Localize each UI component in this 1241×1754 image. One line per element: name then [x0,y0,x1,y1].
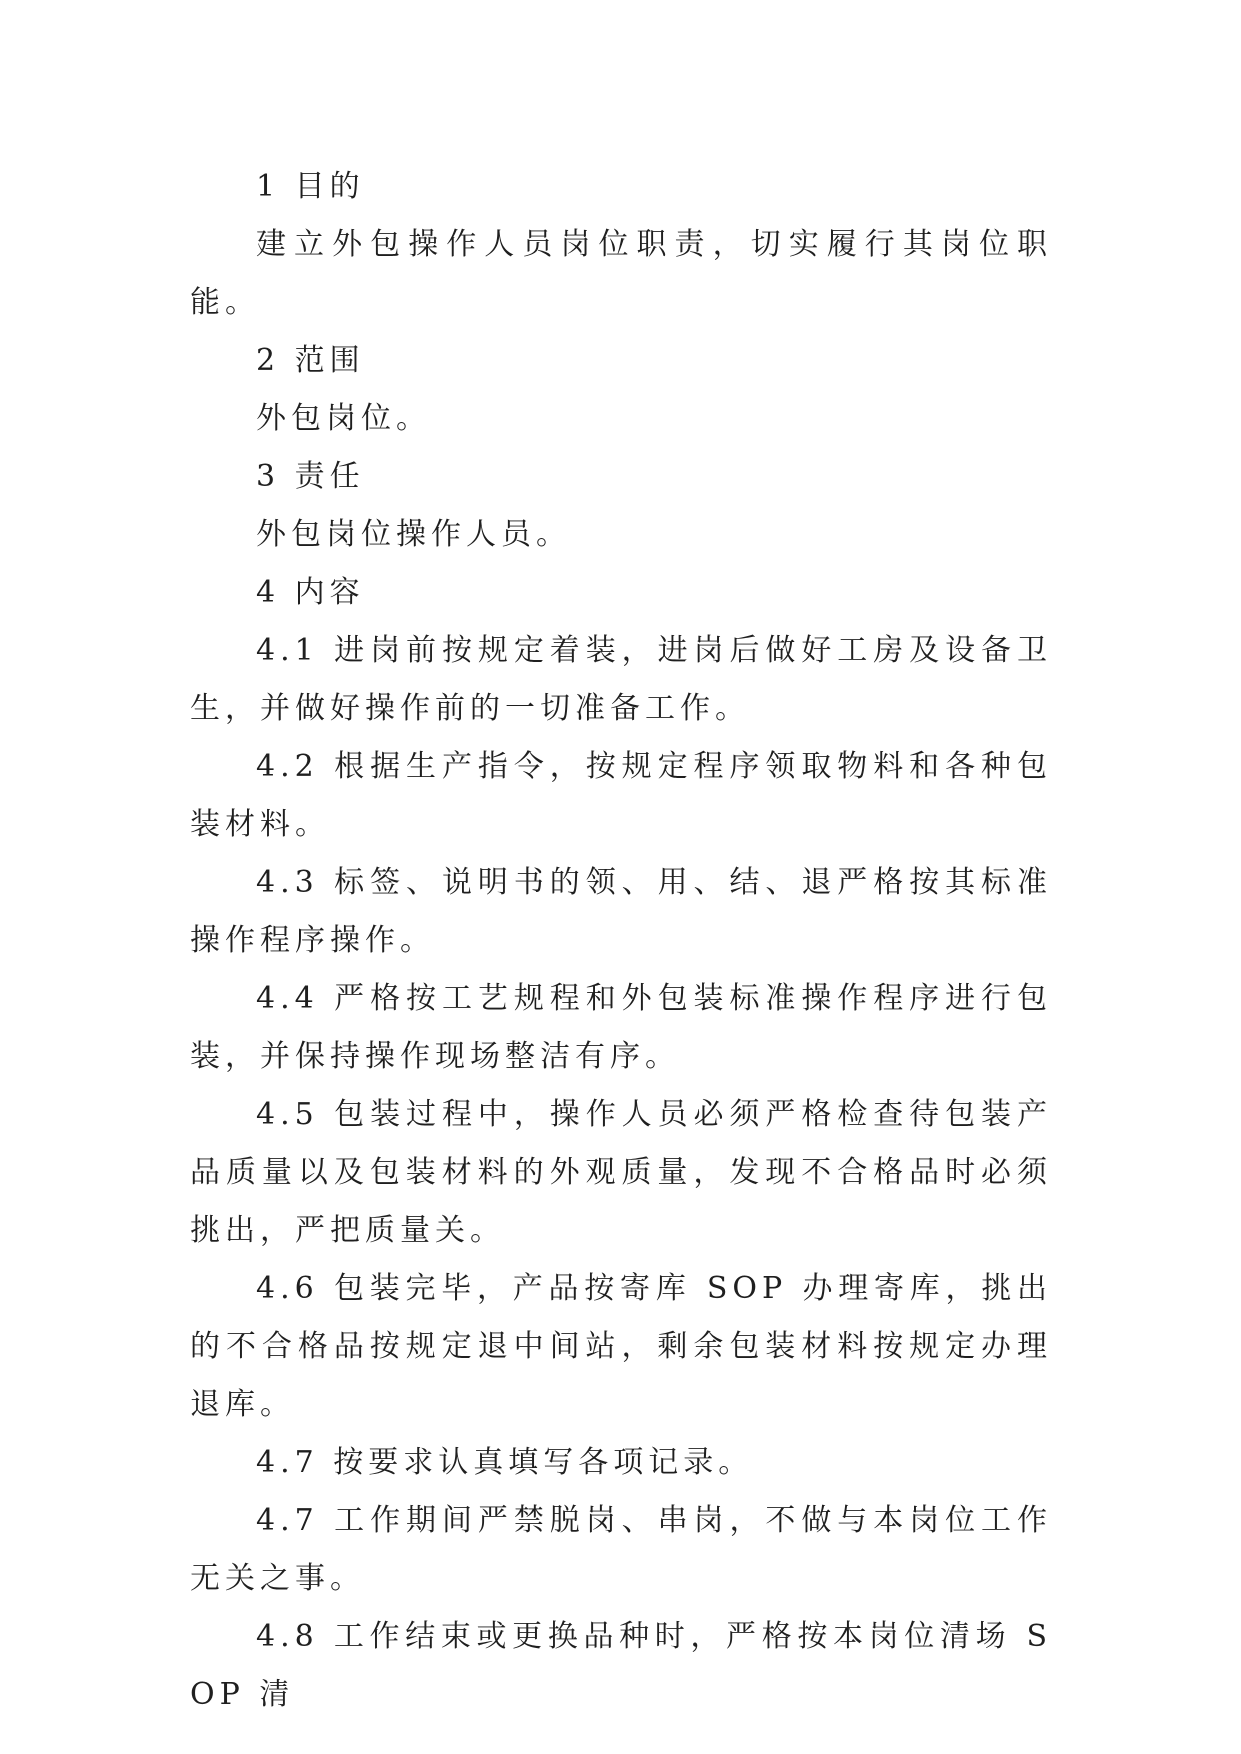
content-item: 4.5 包装过程中，操作人员必须严格检查待包装产品质量以及包装材料的外观质量，发现不合格品时必须挑出，严把质量关。 [190,1097,1052,1248]
section-heading-purpose: 1 目的 [256,169,365,204]
content-item: 4.7 按要求认真填写各项记录。 [256,1445,754,1480]
document-page [190,158,1052,1724]
content-item: 4.2 根据生产指令，按规定程序领取物料和各种包装材料。 [190,749,1052,842]
content-item: 4.1 进岗前按规定着装，进岗后做好工房及设备卫生，并做好操作前的一切准备工作。 [190,633,1052,726]
responsibility-text: 外包岗位操作人员。 [256,517,571,552]
content-item: 4.6 包装完毕，产品按寄库 SOP 办理寄库，挑出的不合格品按规定退中间站，剩余包装材料按规定办理退库。 [190,1271,1052,1422]
section-heading-scope: 2 范围 [256,343,365,378]
content-item: 4.3 标签、说明书的领、用、结、退严格按其标准操作程序操作。 [190,865,1052,958]
content-item: 4.8 工作结束或更换品种时，严格按本岗位清场 SOP 清 [190,1619,1052,1712]
scope-text: 外包岗位。 [256,401,431,436]
section-heading-content: 4 内容 [256,575,365,610]
content-item: 4.4 严格按工艺规程和外包装标准操作程序进行包装，并保持操作现场整洁有序。 [190,981,1052,1074]
purpose-text: 建立外包操作人员岗位职责，切实履行其岗位职能。 [190,227,1052,320]
section-heading-responsibility: 3 责任 [256,459,365,494]
content-item: 4.7 工作期间严禁脱岗、串岗，不做与本岗位工作无关之事。 [190,1503,1052,1596]
